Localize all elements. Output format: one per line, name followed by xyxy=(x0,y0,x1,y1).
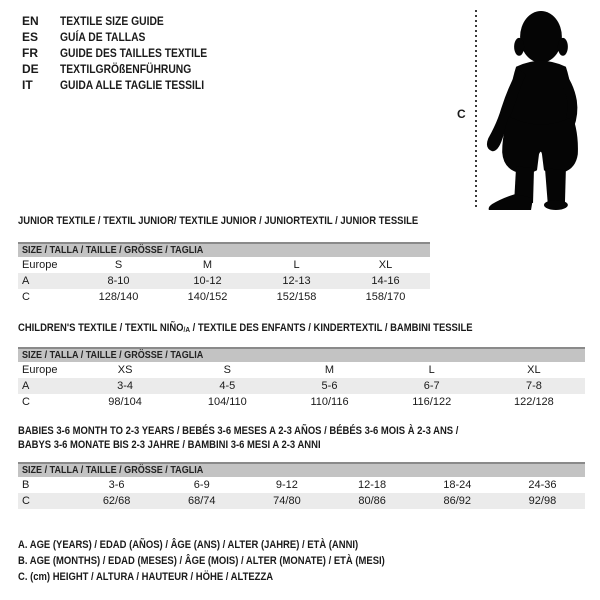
table-cell: 152/158 xyxy=(276,291,317,303)
babies-table-title-line1: BABIES 3-6 MONTH TO 2-3 YEARS / BEBÉS 3-6 MESES A 2-3 AÑOS / BÉBÉS 3-6 MOIS À 2-3 ANS / xyxy=(18,425,459,437)
children-table-title xyxy=(18,322,547,334)
children-size-table xyxy=(18,347,585,410)
language-code: EN xyxy=(22,14,39,28)
size-header-bar xyxy=(18,242,430,257)
table-row xyxy=(18,378,585,394)
table-cell: M xyxy=(202,259,213,271)
legend-line-c: C. (cm) HEIGHT / ALTURA / HAUTEUR / HÖHE / ALTEZZA xyxy=(18,571,274,583)
table-cell: 92/98 xyxy=(528,495,557,507)
size-header-label: SIZE / TALLA / TAILLE / GRÖSSE / TAGLIA xyxy=(22,349,204,361)
table-cell: 12-18 xyxy=(358,479,387,491)
language-code: FR xyxy=(22,46,38,60)
table-cell: 12-13 xyxy=(282,275,311,287)
table-cell: 8-10 xyxy=(107,275,130,287)
table-cell: 74/80 xyxy=(273,495,301,507)
table-cell: XL xyxy=(527,364,541,376)
toddler-silhouette-icon xyxy=(482,9,594,210)
language-row xyxy=(22,13,231,29)
language-title-list xyxy=(22,13,231,93)
table-cell: 24-36 xyxy=(528,479,557,491)
size-header-label: SIZE / TALLA / TAILLE / GRÖSSE / TAGLIA xyxy=(22,464,204,476)
table-cell: 158/170 xyxy=(365,291,406,303)
table-cell: 4-5 xyxy=(219,380,236,392)
table-cell: 110/116 xyxy=(310,396,349,408)
size-table-body xyxy=(18,257,430,305)
row-label: A xyxy=(22,380,30,392)
table-cell: 80/86 xyxy=(358,495,386,507)
table-cell: 122/128 xyxy=(514,396,554,408)
size-header-label: SIZE / TALLA / TAILLE / GRÖSSE / TAGLIA xyxy=(22,244,204,256)
table-cell: 98/104 xyxy=(108,396,142,408)
table-cell: 3-4 xyxy=(117,380,134,392)
legend-line-b: B. AGE (MONTHS) / EDAD (MESES) / ÂGE (MOIS) / ALTER (MONATE) / ETÀ (MESI) xyxy=(18,555,385,567)
babies-table-title xyxy=(18,424,530,452)
table-cell: 116/122 xyxy=(412,396,452,408)
size-header-bar xyxy=(18,347,585,362)
legend-line-a: A. AGE (YEARS) / EDAD (AÑOS) / ÂGE (ANS) / ALTER (JAHRE) / ETÀ (ANNI) xyxy=(18,539,359,551)
junior-table-title xyxy=(18,215,483,227)
table-cell: 86/92 xyxy=(443,495,472,507)
row-label: Europe xyxy=(22,259,58,271)
language-row xyxy=(22,61,231,77)
table-cell: 104/110 xyxy=(207,396,247,408)
junior-table-title-text: JUNIOR TEXTILE / TEXTIL JUNIOR/ TEXTILE JUNIOR / JUNIORTEXTIL / JUNIOR TESSILE xyxy=(18,215,419,227)
table-cell: 18-24 xyxy=(443,479,472,491)
size-header-bar xyxy=(18,462,585,477)
table-cell: XL xyxy=(378,259,393,271)
table-row xyxy=(18,289,430,305)
table-row xyxy=(18,394,585,410)
size-table-body xyxy=(18,477,585,509)
babies-size-table xyxy=(18,462,585,509)
row-label: C xyxy=(22,396,30,408)
height-measure-label: C xyxy=(457,107,466,121)
language-title: TEXTILGRÖßENFÜHRUNG xyxy=(60,62,192,76)
table-row xyxy=(18,493,585,509)
table-row xyxy=(18,362,585,378)
table-cell: XS xyxy=(117,364,133,376)
table-cell: 140/152 xyxy=(187,291,228,303)
language-title: GUÍA DE TALLAS xyxy=(60,30,146,44)
junior-size-table xyxy=(18,242,430,305)
row-label: A xyxy=(22,275,30,287)
language-code: DE xyxy=(22,62,39,76)
language-title: GUIDE DES TAILLES TEXTILE xyxy=(60,46,208,60)
table-cell: 5-6 xyxy=(321,380,338,392)
table-cell: 128/140 xyxy=(98,291,139,303)
table-cell: L xyxy=(293,259,300,271)
table-row xyxy=(18,273,430,289)
table-cell: 9-12 xyxy=(275,479,298,491)
table-cell: 3-6 xyxy=(108,479,125,491)
language-row xyxy=(22,45,231,61)
row-label: C xyxy=(22,291,30,303)
language-code: IT xyxy=(22,78,33,92)
table-row xyxy=(18,477,585,493)
table-cell: 10-12 xyxy=(193,275,222,287)
measure-legend xyxy=(18,537,445,585)
table-cell: 68/74 xyxy=(187,495,216,507)
language-row xyxy=(22,29,231,45)
language-title: TEXTILE SIZE GUIDE xyxy=(60,14,164,28)
language-row xyxy=(22,77,231,93)
table-cell: 6-7 xyxy=(423,380,440,392)
table-cell: S xyxy=(114,259,123,271)
table-cell: S xyxy=(223,364,231,376)
table-cell: 62/68 xyxy=(102,495,131,507)
table-cell: M xyxy=(324,364,335,376)
size-table-body xyxy=(18,362,585,410)
table-cell: L xyxy=(428,364,435,376)
table-cell: 7-8 xyxy=(525,380,542,392)
language-title: GUIDA ALLE TAGLIE TESSILI xyxy=(60,78,205,92)
table-row xyxy=(18,257,430,273)
row-label: C xyxy=(22,495,30,507)
table-cell: 14-16 xyxy=(371,275,400,287)
language-code: ES xyxy=(22,30,39,44)
children-table-title-text: CHILDREN'S TEXTILE / TEXTIL NIÑO/A / TEXTILE DES ENFANTS / KINDERTEXTIL / BAMBINI TESSILE xyxy=(18,322,473,334)
row-label: B xyxy=(22,479,30,491)
row-label: Europe xyxy=(22,364,58,376)
height-dotted-line xyxy=(475,10,477,209)
babies-table-title-line2: BABYS 3-6 MONATE BIS 2-3 JAHRE / BAMBINI 3-6 MESI A 2-3 ANNI xyxy=(18,439,321,451)
table-cell: 6-9 xyxy=(193,479,210,491)
